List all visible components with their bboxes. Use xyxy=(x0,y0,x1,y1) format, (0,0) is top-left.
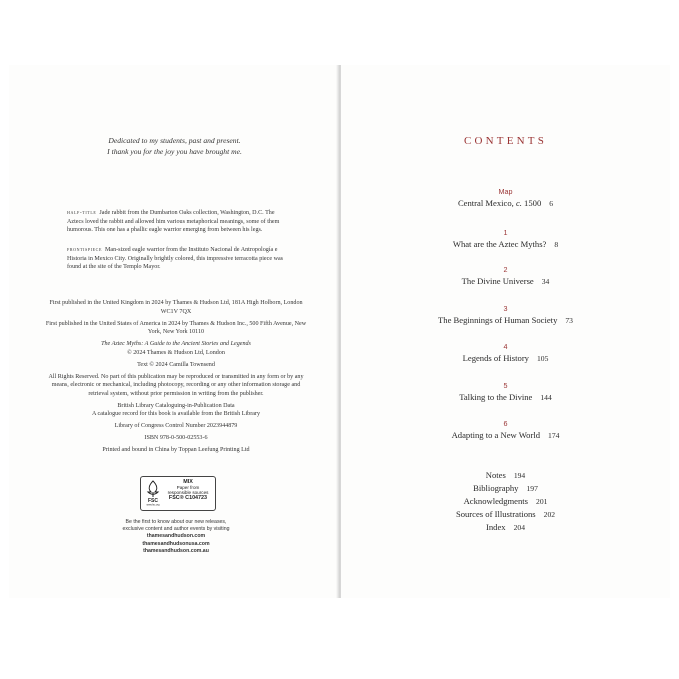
frontispiece-label: frontispiece xyxy=(67,247,102,253)
toc-bibliography: Bibliography 197 xyxy=(473,483,538,493)
isbn: ISBN 978-0-500-02553-6 xyxy=(144,435,208,442)
fsc-mix-text: MIX Paper from responsible sources FSC® C104723 xyxy=(167,479,209,501)
fsc-logo xyxy=(140,476,216,511)
frontispiece-caption: frontispiece Man-sized eagle warrior from the Instituto Nacional de Antropología e Historia in Mexico City. Originally brightly colored, this impressive terracotta piece was found at the site of the Templo Mayor. xyxy=(67,247,284,271)
cip-line-2: A catalogue record for this book is available from the British Library xyxy=(91,411,261,418)
rights-statement: All Rights Reserved. No part of this publication may be reproduced or transmitted in any form or by any means, electronic or mechanical, including photocopy, recording or any other information storage and retrieval system, without prior permission in writing from the publisher. xyxy=(48,373,304,397)
loc-number: Library of Congress Control Number 2023944879 xyxy=(114,423,238,430)
toc-chapter-4: 4 Legends of History 105 xyxy=(462,342,549,363)
toc-map-entry: Map Central Mexico, c. 1500 6 xyxy=(341,187,670,210)
toc-chapter-6: 6 Adapting to a New World 174 xyxy=(451,419,560,440)
toc-map-label: Map xyxy=(498,187,513,196)
copyright-block xyxy=(45,299,307,458)
book-title: The Aztec Myths: A Guide to the Ancient Stories and Legends xyxy=(101,341,251,348)
website-au: thamesandhudson.com.au xyxy=(143,547,209,554)
half-title-caption: half-title Jade rabbit from the Dumbarton Oaks collection, Washington, D.C. The Aztecs loved the rabbit and allowed him various metaphorical meanings, some of them humorous. This one has a phallic eagle warrior emerging from between his legs. xyxy=(67,210,280,234)
toc-sources-of-illustrations: Sources of Illustrations 202 xyxy=(455,509,556,519)
toc-chapter-3: 3 The Beginnings of Human Society 73 xyxy=(438,304,573,325)
us-publication: First published in the United States of America in 2024 by Thames & Hudson Inc., 500 Fifth Avenue, New York, New York 10110 xyxy=(45,320,307,336)
uk-publication: First published in the United Kingdom in 2024 by Thames & Hudson Ltd, 181A High Holborn, London WC1V 7QX xyxy=(49,300,303,315)
half-title-label: half-title xyxy=(67,210,97,216)
toc-acknowledgments: Acknowledgments 201 xyxy=(463,496,548,506)
toc-notes: Notes 194 xyxy=(485,470,526,480)
text-copyright: Text © 2024 Camilla Townsend xyxy=(137,361,215,368)
printed-line: Printed and bound in China by Toppan Leefung Printing Ltd xyxy=(102,447,250,454)
right-page xyxy=(341,65,670,598)
website-uk: thamesandhudson.com xyxy=(146,533,206,540)
fsc-tree-icon xyxy=(145,480,161,506)
toc-index: Index 204 xyxy=(486,522,525,532)
toc-chapter-5: 5 Talking to the Divine 144 xyxy=(459,381,552,402)
toc-chapter-1: 1 What are the Aztec Myths? 8 xyxy=(452,228,559,249)
left-page xyxy=(9,65,340,598)
website-us: thamesandhudsonusa.com xyxy=(142,540,210,547)
svg-text:FSC: FSC xyxy=(148,498,158,504)
book-copyright: © 2024 Thames & Hudson Ltd, London xyxy=(127,349,225,356)
toc-chapter-2: 2 The Divine Universe 34 xyxy=(461,265,550,286)
cip-line-1: British Library Cataloguing-in-Publication Data xyxy=(117,402,235,409)
website-block: Be the first to know about our new releases, exclusive content and author events by visiting thamesandhudson.com thamesandhudsonusa.com thamesandhudson.com.au xyxy=(69,519,283,555)
dedication: Dedicated to my students, past and present. I thank you for the joy you have brought me. xyxy=(107,136,242,156)
svg-text:www.fsc.org: www.fsc.org xyxy=(146,503,160,506)
contents-heading: CONTENTS xyxy=(463,135,548,147)
